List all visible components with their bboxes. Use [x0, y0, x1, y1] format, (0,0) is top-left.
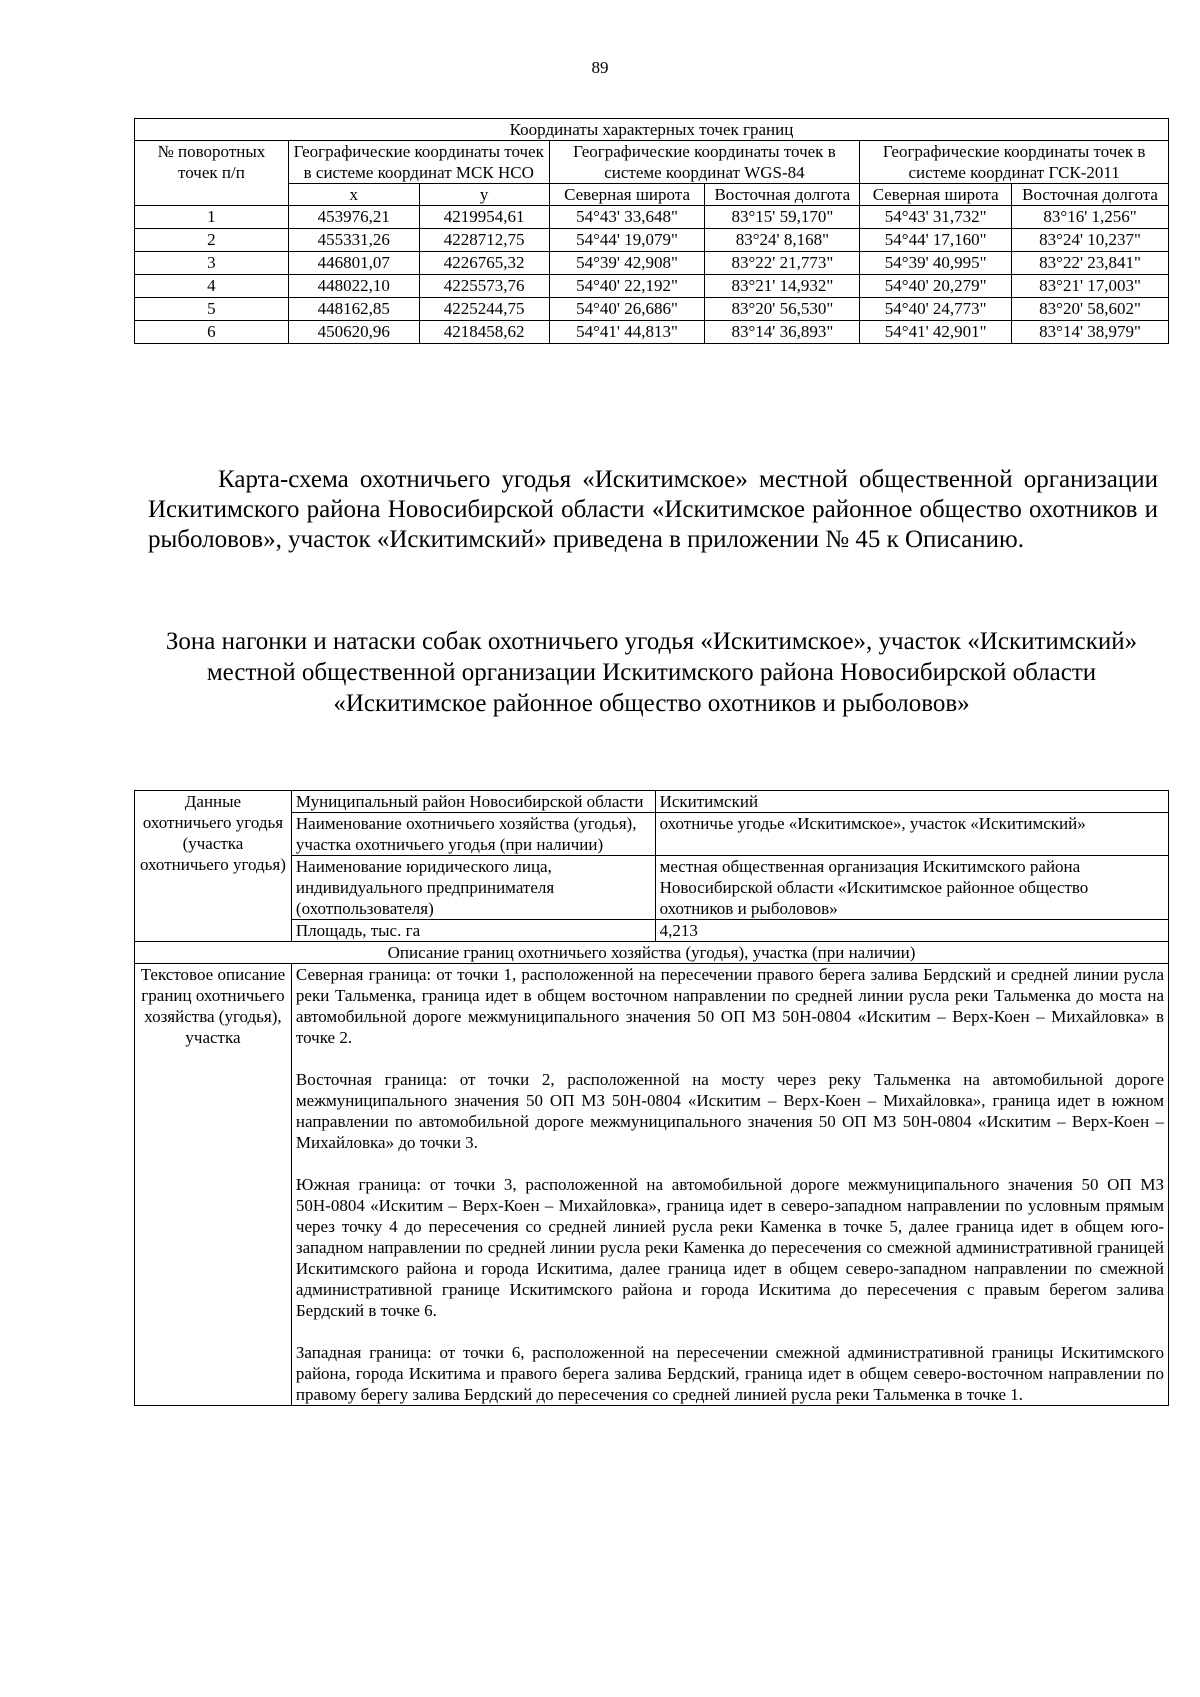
table-cell: 83°20' 58,602"	[1012, 298, 1169, 321]
map-reference-paragraph	[148, 465, 1158, 555]
table-cell: 54°41' 42,901"	[860, 321, 1012, 344]
table-cell: 54°43' 31,732"	[860, 206, 1012, 229]
table-cell: 54°43' 33,648"	[549, 206, 705, 229]
subheader-lon: Восточная долгота	[1012, 184, 1169, 206]
header-point-number: № поворотных точек п/п	[135, 141, 289, 206]
row-value: местная общественная организация Искитимского района Новосибирской области «Искитимское районное общество охотников и рыболовов»	[655, 856, 1168, 920]
table-cell: 4228712,75	[419, 229, 549, 252]
description-table	[134, 790, 1169, 1406]
header-gsk2011: Географические координаты точек в системе координат ГСК-2011	[860, 141, 1169, 184]
bounds-title: Описание границ охотничьего хозяйства (угодья), участка (при наличии)	[135, 942, 1169, 964]
table-row	[135, 298, 1169, 321]
table-cell: 83°24' 10,237"	[1012, 229, 1169, 252]
north-boundary: Северная граница: от точки 1, расположенной на пересечении правого берега залива Бердский и средней линии русла реки Тальменка, граница идет в общем восточном направлении по средней линии русла реки Тальменка до моста на автомобильной дороге межмуниципального значения 50 ОП МЗ 50Н-0804 «Искитим – Верх-Коен – Михайловка» в точке 2.	[295, 965, 1164, 1047]
bounds-description	[291, 964, 1168, 1406]
row-key: Наименование юридического лица, индивидуального предпринимателя (охотпользователя)	[291, 856, 655, 920]
table-cell: 2	[135, 229, 289, 252]
table-cell: 4225244,75	[419, 298, 549, 321]
table-cell: 4226765,32	[419, 252, 549, 275]
south-boundary: Южная граница: от точки 3, расположенной на автомобильной дороге межмуниципального значения 50 ОП МЗ 50Н-0804 «Искитим – Верх-Коен – Михайловка», граница идет в северо-западном направлении по условным прямым через точку 4 до пересечения со средней линией русла реки Каменка в точке 5, далее граница идет в общем юго-западном направлении по средней линии русла реки Каменка до пересечения со смежной административной границей Искитимского района и города Искитима, далее граница идет в общем северо-западном направлении по смежной административной границе Искитимского района и города Искитима до пересечения с правым берегом залива Бердский в точке 6.	[295, 1175, 1164, 1320]
table-title: Координаты характерных точек границ	[135, 119, 1169, 141]
table-cell: 83°22' 21,773"	[705, 252, 860, 275]
table-cell: 54°39' 42,908"	[549, 252, 705, 275]
table-cell: 54°39' 40,995"	[860, 252, 1012, 275]
table-row	[135, 229, 1169, 252]
table-cell: 83°24' 8,168"	[705, 229, 860, 252]
table-cell: 83°14' 38,979"	[1012, 321, 1169, 344]
table-cell: 3	[135, 252, 289, 275]
row-key: Наименование охотничьего хозяйства (угодья), участка охотничьего угодья (при наличии)	[291, 813, 655, 856]
table-cell: 54°40' 20,279"	[860, 275, 1012, 298]
header-wgs84: Географические координаты точек в системе координат WGS-84	[549, 141, 860, 184]
table-cell: 83°20' 56,530"	[705, 298, 860, 321]
table-cell: 54°40' 24,773"	[860, 298, 1012, 321]
table-cell: 54°44' 17,160"	[860, 229, 1012, 252]
table-row	[135, 252, 1169, 275]
table-cell: 83°14' 36,893"	[705, 321, 860, 344]
row-value: охотничье угодье «Искитимское», участок «Искитимский»	[655, 813, 1168, 856]
subheader-x: x	[288, 184, 419, 206]
table-cell: 6	[135, 321, 289, 344]
page-number: 89	[591, 58, 609, 77]
table-cell: 448022,10	[288, 275, 419, 298]
table-cell: 83°16' 1,256"	[1012, 206, 1169, 229]
table-cell: 4219954,61	[419, 206, 549, 229]
paragraph-text: Карта-схема охотничьего угодья «Искитимское» местной общественной организации Искитимского района Новосибирской области «Искитимское районное общество охотников и рыболовов», участок «Искитимский» приведена в приложении № 45 к Описанию.	[148, 466, 1158, 553]
row-key: Площадь, тыс. га	[291, 920, 655, 942]
east-boundary: Восточная граница: от точки 2, расположенной на мосту через реку Тальменка на автомобильной дороге межмуниципального значения 50 ОП МЗ 50Н-0804 «Искитим – Верх-Коен – Михайловка», граница идет в южном направлении по автомобильной дороге межмуниципального значения 50 ОП МЗ 50Н-0804 «Искитим – Верх-Коен – Михайловка» до точки 3.	[295, 1070, 1164, 1152]
coordinates-table	[134, 118, 1169, 344]
table-cell: 446801,07	[288, 252, 419, 275]
table-cell: 448162,85	[288, 298, 419, 321]
table-cell: 5	[135, 298, 289, 321]
row-value: Искитимский	[655, 791, 1168, 813]
subheader-lat: Северная широта	[860, 184, 1012, 206]
table-cell: 54°40' 26,686"	[549, 298, 705, 321]
data-label: Данные охотничьего угодья (участка охотничьего угодья)	[135, 791, 292, 942]
table-row	[135, 206, 1169, 229]
table-cell: 450620,96	[288, 321, 419, 344]
text-label: Текстовое описание границ охотничьего хозяйства (угодья), участка	[135, 964, 292, 1406]
table-cell: 54°41' 44,813"	[549, 321, 705, 344]
table-cell: 54°44' 19,079"	[549, 229, 705, 252]
table-cell: 83°21' 17,003"	[1012, 275, 1169, 298]
table-cell: 4218458,62	[419, 321, 549, 344]
table-row	[135, 275, 1169, 298]
table-cell: 54°40' 22,192"	[549, 275, 705, 298]
table-cell: 83°15' 59,170"	[705, 206, 860, 229]
west-boundary: Западная граница: от точки 6, расположенной на пересечении смежной административной границы Искитимского района, города Искитима и правого берега залива Бердский, граница идет в общем северо-восточном направлении по правому берегу залива Бердский до пересечения со средней линией русла реки Тальменка в точке 1.	[295, 1343, 1164, 1404]
subheader-lon: Восточная долгота	[705, 184, 860, 206]
table-row	[135, 321, 1169, 344]
row-key: Муниципальный район Новосибирской области	[291, 791, 655, 813]
table-cell: 4225573,76	[419, 275, 549, 298]
table-cell: 83°21' 14,932"	[705, 275, 860, 298]
section-heading: Зона нагонки и натаски собак охотничьего угодья «Искитимское», участок «Искитимский» местной общественной организации Искитимского района Новосибирской области «Искитимское районное общество охотников и рыболовов»	[165, 628, 1138, 717]
table-cell: 453976,21	[288, 206, 419, 229]
row-value: 4,213	[655, 920, 1168, 942]
header-msk: Географические координаты точек в системе координат МСК НСО	[288, 141, 549, 184]
table-cell: 83°22' 23,841"	[1012, 252, 1169, 275]
subheader-lat: Северная широта	[549, 184, 705, 206]
table-cell: 455331,26	[288, 229, 419, 252]
table-cell: 1	[135, 206, 289, 229]
table-cell: 4	[135, 275, 289, 298]
subheader-y: y	[419, 184, 549, 206]
